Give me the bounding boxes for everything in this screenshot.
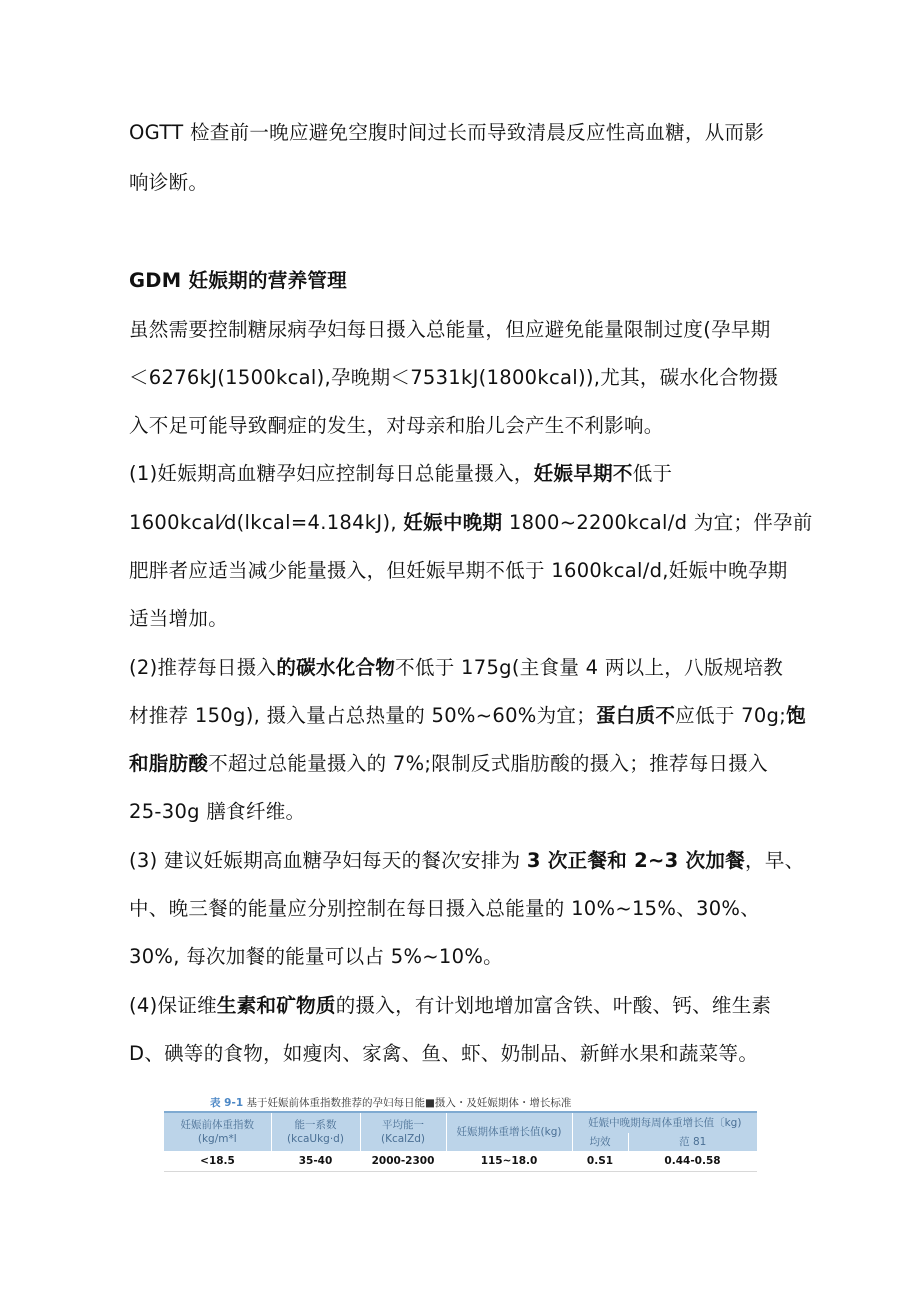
item1-emphasis-early: 妊娠早期不 [533,462,633,485]
item2-line-1 [129,654,783,682]
cell-weight-gain: 115~18.0 [446,1151,572,1172]
item1-line-2 [129,509,813,537]
item3-line-3: 30%, 每次加餐的能量可以占 5%~10%。 [129,945,503,968]
item2-text: (2)推荐每日摄入 [129,656,277,679]
col-header-coefficient: 能一系数 (kcaUkg·d) [271,1112,360,1151]
col-header-weight-gain: 妊娠期体重增长值(kg) [446,1112,572,1151]
intro-line-1: OGTT 检查前一晚应避免空腹时间过长而导致清晨反应性高血糖，从而影 [129,121,765,144]
item1-emphasis-mid-late: 妊娠中晚期 [403,511,503,534]
cell-average-energy: 2000-2300 [360,1151,446,1172]
item4-line-2: D、碘等的食物，如瘦肉、家禽、鱼、虾、奶制品、新鲜水果和蔬菜等。 [129,1042,759,1065]
intro-line-2: 响诊断。 [129,171,209,194]
cell-mean: 0.S1 [572,1151,628,1172]
col-header-weekly-gain: 妊娠中晚期每周体重增长值〔kg) [572,1112,757,1133]
nutrition-table-block [164,1095,757,1172]
item4-text: (4)保证维 [129,994,217,1017]
item3-text: ，早、 [745,849,805,872]
item2-line-3 [129,750,768,778]
cell-coefficient: 35-40 [271,1151,360,1172]
item2-emphasis-saturated: 饱 [786,704,806,727]
item1-text: (1)妊娠期高血糖孕妇应控制每日总能量摄入， [129,462,534,485]
item4-text: 的摄入，有计划地增加富含铁、叶酸、钙、维生素 [335,994,772,1017]
item2-emphasis-carbs: 的碳水化合物 [276,656,396,679]
item3-emphasis-meals: 3 次正餐和 2~3 次加餐 [526,849,746,872]
item1-line-4: 适当增加。 [129,607,229,630]
para1-line-3: 入不足可能导致酮症的发生，对母亲和胎儿会产生不利影响。 [129,414,664,437]
cell-range: 0.44-0.58 [628,1151,757,1172]
item1-line-1 [129,460,672,488]
item2-line-4: 25-30g 膳食纤维。 [129,800,306,823]
item3-text: (3) 建议妊娠期高血糖孕妇每天的餐次安排为 [129,849,527,872]
item2-text: 材推荐 150g), 摄入量占总热量的 50%~60%为宜； [129,704,597,727]
item3-line-2: 中、晚三餐的能量应分别控制在每日摄入总能量的 10%~15%、30%、 [129,897,761,920]
cell-bmi: <18.5 [164,1151,271,1172]
table-caption-number: 表 9-1 [210,1097,244,1109]
item2-text: 不低于 175g(主食量 4 两以上，八版规培教 [395,656,784,679]
item2-line-2 [129,702,806,730]
col-header-range: 范 81 [628,1133,757,1151]
item1-text: 1600kcal⁄d(lkcal=4.184kJ), [129,511,404,534]
item2-text: 不超过总能量摄入的 7%;限制反式脂肪酸的摄入；推荐每日摄入 [208,752,768,775]
item1-text: 1800~2200kcal/d 为宜；伴孕前 [502,511,813,534]
item3-line-1 [129,847,804,875]
item2-emphasis-fat: 和脂肪酸 [129,752,209,775]
table-caption [164,1095,757,1111]
item1-line-3: 肥胖者应适当减少能量摄入，但妊娠早期不低于 1600kcal/d,妊娠中晚孕期 [129,559,788,582]
item4-line-1 [129,992,771,1020]
item4-emphasis-minerals: 生素和矿物质 [216,994,336,1017]
table-caption-text: 基于妊娠前体重指数推荐的孕妇每日能■摄入・及妊娠期体・增长标准 [243,1097,572,1109]
col-header-bmi: 妊娠前体重指数 (kg/m*l [164,1112,271,1151]
table-row [164,1151,757,1172]
nutrition-table [164,1111,757,1172]
col-header-mean: 均效 [572,1133,628,1151]
item1-text: 低于 [632,462,673,485]
para1-line-2: ＜6276kJ(1500kcal),孕晚期＜7531kJ(1800kcal)),尤其，碳水化合物摄 [129,366,779,389]
item2-emphasis-protein: 蛋白质不 [596,704,676,727]
para1-line-1: 虽然需要控制糖尿病孕妇每日摄入总能量，但应避免能量限制过度(孕早期 [129,318,771,341]
section-heading: GDM 妊娠期的营养管理 [129,269,347,292]
col-header-average-energy: 平均能一 (KcalZd) [360,1112,446,1151]
item2-text: 应低于 70g; [675,704,787,727]
